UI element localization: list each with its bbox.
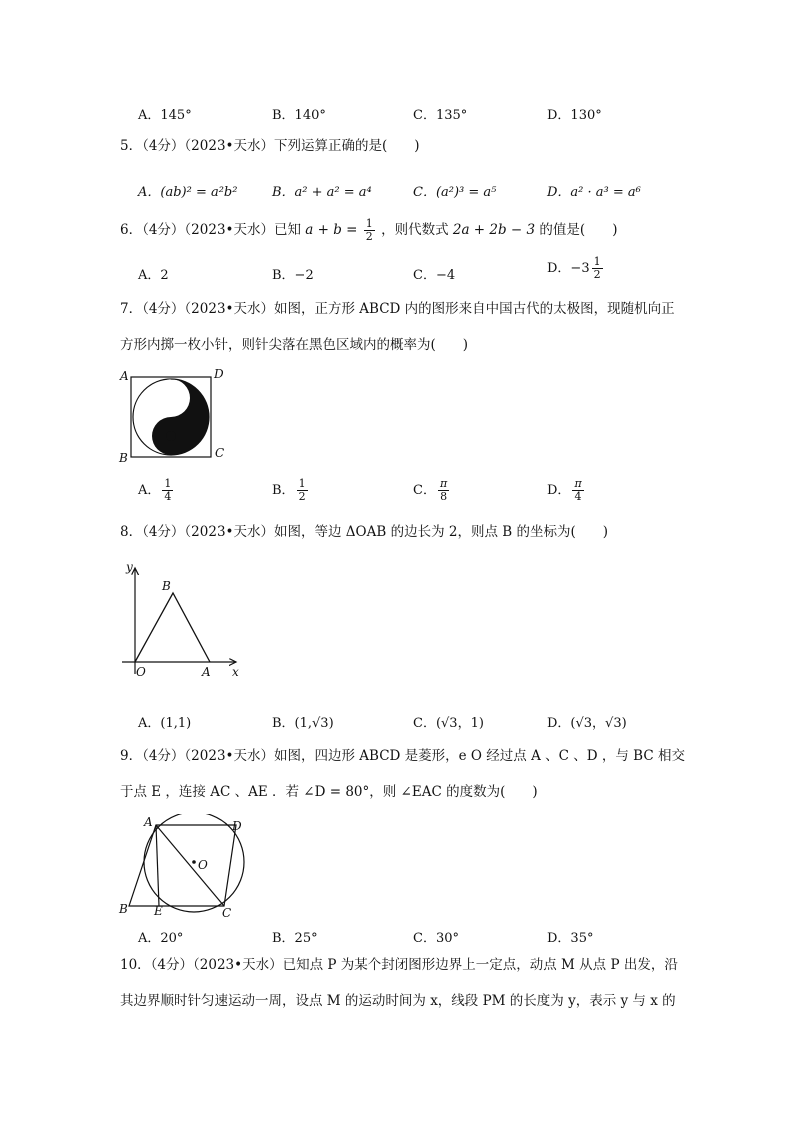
q9-label-d: D bbox=[232, 819, 242, 833]
q9-option-d: D．35° bbox=[547, 931, 594, 946]
segment-ac bbox=[156, 825, 224, 906]
q7-option-d-frac bbox=[572, 478, 583, 503]
coordinate-figure bbox=[114, 556, 254, 682]
q7-stem-line1: 7．（4分）（2023•天水）如图，正方形 ABCD 内的图形来自中国古代的太极图，现随机向正 bbox=[120, 301, 675, 317]
q5-option-c: C．(a²)³ = a⁵ bbox=[413, 185, 497, 200]
q8-stem: 8．（4分）（2023•天水）如图，等边 ΔOAB 的边长为 2，则点 B 的坐标为( ) bbox=[120, 524, 608, 540]
q7-option-a-den: 4 bbox=[164, 490, 172, 503]
q7-option-a-frac bbox=[162, 478, 173, 503]
q6-stem-mid: ，则代数式 bbox=[381, 222, 449, 238]
q7-option-a bbox=[138, 478, 175, 503]
q9-option-a: A．20° bbox=[138, 931, 184, 946]
q6-option-d-whole: D．−3 bbox=[547, 261, 590, 276]
q6-frac-num: 1 bbox=[365, 217, 373, 230]
q6-option-a: A．2 bbox=[138, 268, 169, 283]
q6-stem-pre: 6．（4分）（2023•天水）已知 bbox=[120, 222, 301, 238]
q4-option-c: C．135° bbox=[413, 108, 468, 123]
q5-stem: 5．（4分）（2023•天水）下列运算正确的是( ) bbox=[120, 138, 420, 154]
q6-option-b: B．−2 bbox=[272, 268, 314, 283]
q7-label-a: A bbox=[120, 369, 129, 383]
q7-label-d: D bbox=[214, 367, 224, 381]
q7-label-c: C bbox=[215, 446, 225, 460]
q6-option-c: C．−4 bbox=[413, 268, 456, 283]
q7-option-b-num: 1 bbox=[298, 477, 306, 490]
q5-option-b: B．a² + a² = a⁴ bbox=[272, 185, 372, 200]
q7-option-d-den: 4 bbox=[574, 490, 582, 503]
q6-fraction bbox=[364, 218, 375, 243]
q8-label-y: y bbox=[126, 560, 133, 574]
q6-stem bbox=[120, 218, 617, 243]
q4-option-d: D．130° bbox=[547, 108, 602, 123]
q6-option-d-num: 1 bbox=[593, 255, 601, 268]
q5-option-a: A．(ab)² = a²b² bbox=[138, 185, 238, 200]
q9-option-b: B．25° bbox=[272, 931, 318, 946]
q8-option-c: C．(√3，1) bbox=[413, 716, 484, 731]
q7-option-b bbox=[272, 478, 310, 503]
triangle-oab bbox=[135, 593, 210, 662]
rhombus-circle-figure bbox=[114, 814, 254, 920]
q8-label-x: x bbox=[232, 665, 239, 679]
q7-option-c-num: π bbox=[439, 477, 448, 490]
q7-option-b-frac bbox=[297, 478, 308, 503]
q9-stem-line2: 于点 E ，连接 AC 、AE ．若 ∠D = 80°，则 ∠EAC 的度数为( ) bbox=[120, 784, 538, 800]
q10-line2: 其边界顺时针匀速运动一周，设点 M 的运动时间为 x，线段 PM 的长度为 y，表示 y 与 x 的 bbox=[120, 993, 676, 1009]
q9-label-a: A bbox=[144, 815, 153, 829]
q8-label-b: B bbox=[162, 579, 171, 593]
q9-label-c: C bbox=[222, 906, 232, 920]
q8-option-d: D．(√3，√3) bbox=[547, 716, 627, 731]
q4-option-b: B．140° bbox=[272, 108, 326, 123]
q7-option-c bbox=[413, 478, 451, 503]
center-point bbox=[192, 860, 196, 864]
q9-label-o: O bbox=[198, 858, 208, 872]
q7-option-b-letter: B． bbox=[272, 483, 295, 498]
taiji-figure bbox=[114, 364, 234, 464]
q4-option-a: A．145° bbox=[138, 108, 192, 123]
q7-option-a-letter: A． bbox=[138, 483, 161, 498]
q7-label-b: B bbox=[119, 451, 128, 464]
segment-ae bbox=[156, 825, 159, 906]
q7-stem-line2: 方形内掷一枚小针，则针尖落在黑色区域内的概率为( ) bbox=[120, 337, 469, 353]
q8-label-o: O bbox=[136, 665, 146, 679]
q9-option-c: C．30° bbox=[413, 931, 459, 946]
q6-option-d bbox=[547, 256, 605, 281]
q7-option-b-den: 2 bbox=[298, 490, 306, 503]
q5-option-d: D．a² · a³ = a⁶ bbox=[547, 185, 641, 200]
q6-frac-den: 2 bbox=[365, 230, 373, 243]
q7-option-d bbox=[547, 478, 586, 503]
q7-option-d-letter: D． bbox=[547, 483, 571, 498]
q7-option-c-frac bbox=[438, 478, 449, 503]
q8-option-b: B．(1,√3) bbox=[272, 716, 334, 731]
q7-option-c-den: 8 bbox=[440, 490, 448, 503]
q8-option-a: A．(1,1) bbox=[138, 716, 192, 731]
q7-option-a-num: 1 bbox=[164, 477, 172, 490]
rhombus-abcd bbox=[129, 825, 236, 906]
q6-option-d-den: 2 bbox=[593, 268, 601, 281]
q8-label-a: A bbox=[202, 665, 211, 679]
q10-line1: 10．（4分）（2023•天水）已知点 P 为某个封闭图形边界上一定点，动点 M 从点 P 出发，沿 bbox=[120, 957, 678, 973]
q9-label-b: B bbox=[119, 902, 128, 916]
q6-option-d-fraction bbox=[592, 256, 603, 281]
q6-stem-post: 的值是( ) bbox=[539, 222, 618, 238]
q9-stem-line1: 9．（4分）（2023•天水）如图，四边形 ABCD 是菱形，e O 经过点 A 、C 、D ，与 BC 相交 bbox=[120, 748, 685, 764]
q7-option-c-letter: C． bbox=[413, 483, 436, 498]
q9-label-e: E bbox=[154, 904, 163, 918]
taiji-symbol bbox=[133, 379, 209, 455]
q6-expr1: a + b = bbox=[305, 222, 358, 238]
q7-option-d-num: π bbox=[574, 477, 582, 490]
q6-expr2: 2a + 2b − 3 bbox=[452, 222, 536, 238]
